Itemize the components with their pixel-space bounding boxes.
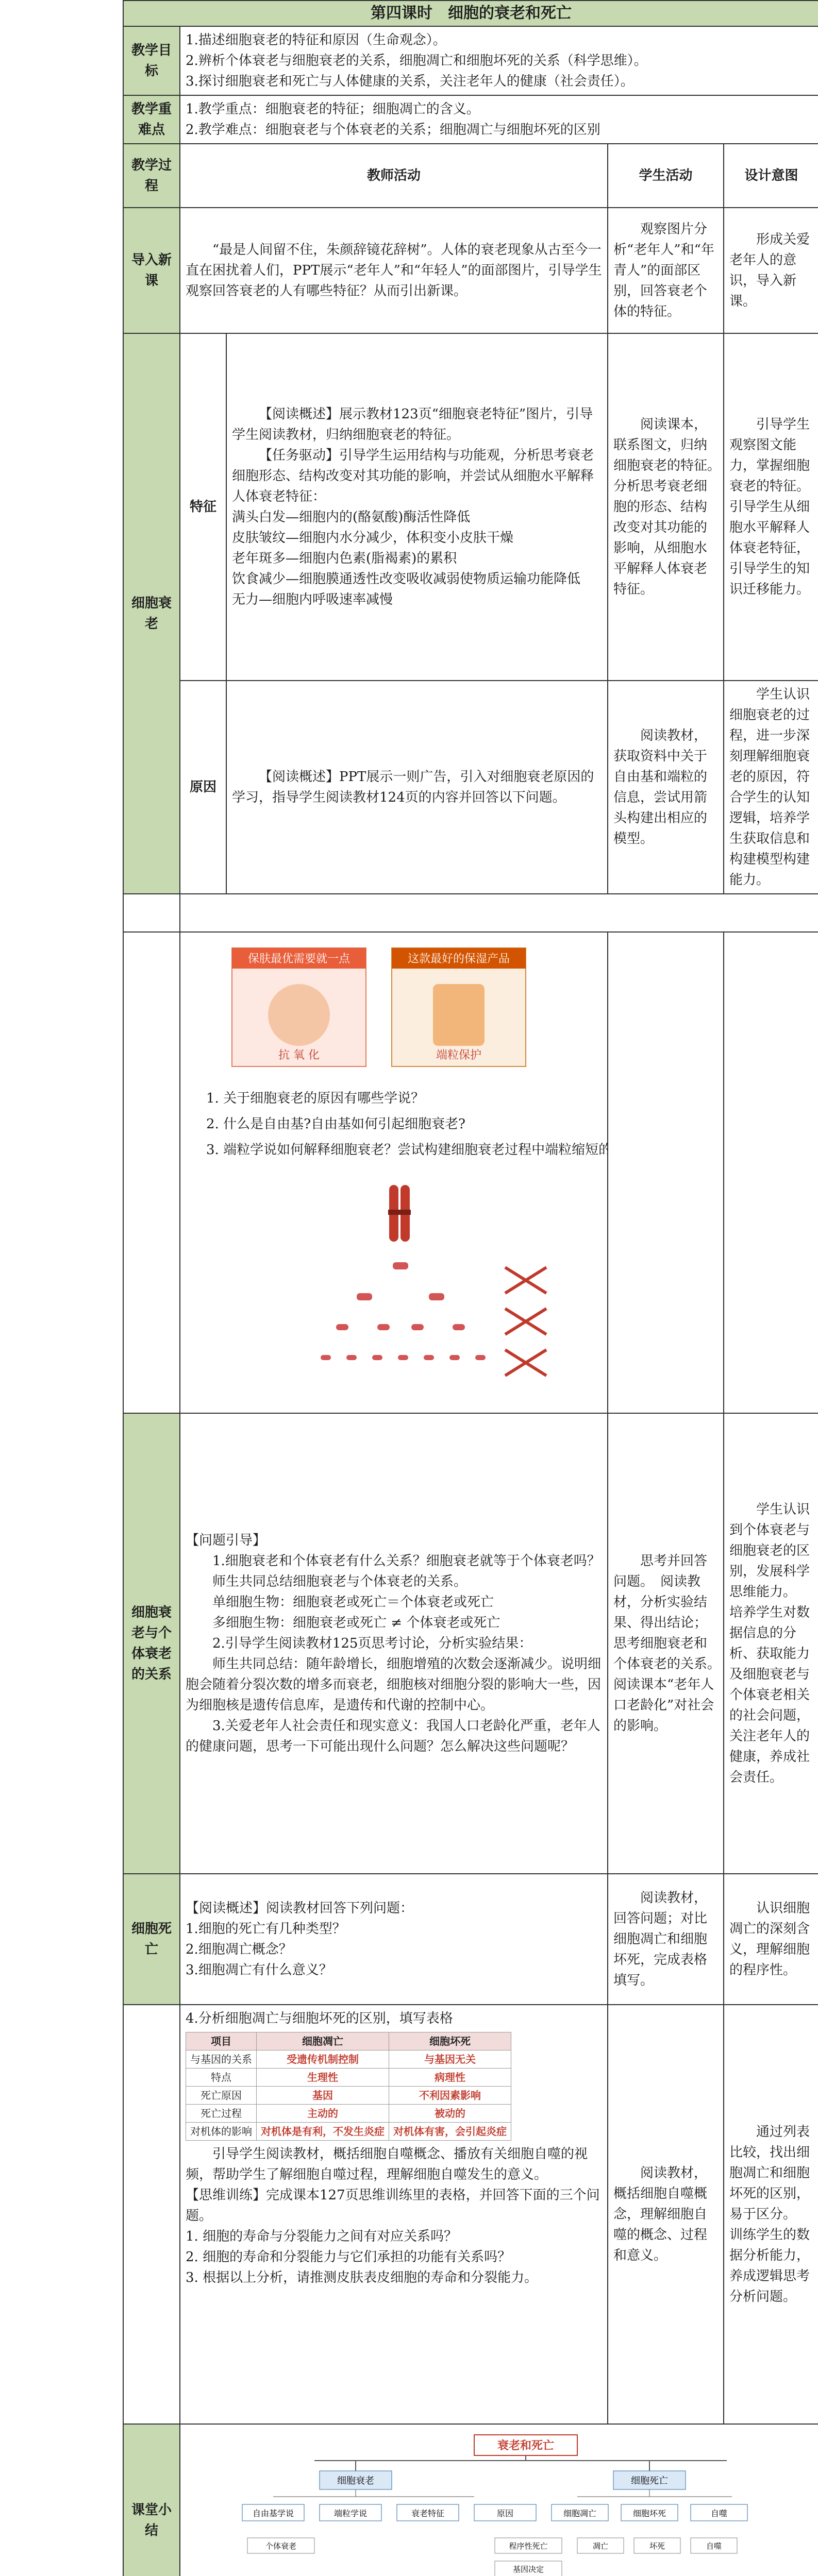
compare-student-text: 阅读教材，概括细胞自噬概念，理解细胞自噬的概念、过程和意义。 (613, 2165, 708, 2263)
lesson-plan-table (123, 0, 818, 2576)
compare-head: 项目 (186, 2032, 257, 2050)
figure-student (608, 932, 724, 1413)
feature-intent-text: 引导学生观察图文能力，掌握细胞衰老的特征。 引导学生从细胞水平解释人体衰老特征，引导学生的知识迁移能力。 (729, 417, 817, 597)
feature-label: 特征 (180, 333, 226, 681)
death-label: 细胞死亡 (123, 1874, 180, 2005)
compare-table (186, 2032, 511, 2141)
compare-text: 1. 细胞的寿命与分裂能力之间有对应关系吗？ (186, 2229, 458, 2244)
relation-text: 多细胞生物：细胞衰老或死亡 ≠ 个体衰老或死亡 (212, 1615, 500, 1631)
feature-student-text: 阅读课本，联系图文，归纳细胞衰老的特征。 分析思考衰老细胞的形态、结构改变对其功能的影响，从细胞水平解释人体衰老特征。 (613, 417, 728, 597)
intro-intent-text: 形成关爱老年人的意识，导入新课。 (729, 232, 810, 309)
figure-left (123, 932, 180, 1413)
summary-node-text: 自噬 (710, 2509, 728, 2518)
relation-text: 3.关爱老年人社会责任和现实意义：我国人口老龄化严重，老年人的健康问题，思考一下可能出现什么问题？怎么解决这些问题呢？ (186, 1718, 600, 1754)
summary-node-text: 基因决定 (512, 2565, 544, 2574)
keypoints-cell (180, 95, 818, 144)
compare-cell: 基因 (257, 2087, 389, 2105)
spacer-label (123, 894, 180, 932)
compare-prompt: 4.分析细胞凋亡与细胞坏死的区别，填写表格 (186, 2011, 453, 2026)
death-teacher (180, 1874, 608, 2005)
relation-teacher (180, 1413, 608, 1874)
cause-teacher (226, 681, 608, 894)
compare-cell: 特点 (186, 2069, 257, 2087)
figure-question: 2. 什么是自由基?自由基如何引起细胞衰老? (206, 1116, 465, 1132)
summary-node-text: 细胞衰老 (337, 2476, 374, 2486)
compare-head: 细胞坏死 (389, 2032, 511, 2050)
summary-node-text: 自噬 (706, 2541, 722, 2551)
product-icon (433, 984, 485, 1046)
ad-card-1-sub: 抗 氧 化 (278, 1049, 320, 1062)
feature-text: 饮食减少—细胞膜通透性改变吸收减弱使物质运输功能降低 (232, 571, 581, 587)
chromosome-icon (388, 1185, 411, 1242)
spacer-cell (180, 894, 818, 932)
relation-text: 单细胞生物：细胞衰老或死亡＝个体衰老或死亡 (212, 1595, 494, 1610)
summary-node-text: 细胞死亡 (631, 2476, 668, 2486)
feature-text: 无力—细胞内呼吸速率减慢 (232, 592, 393, 607)
aging-label: 细胞衰老 (123, 333, 180, 894)
feature-teacher (226, 333, 608, 681)
figure-intent (724, 932, 818, 1413)
compare-teacher (180, 2005, 608, 2424)
compare-cell: 与基因的关系 (186, 2050, 257, 2069)
summary-node-text: 凋亡 (592, 2541, 609, 2551)
keypoint-item: 1.教学重点：细胞衰老的特征；细胞凋亡的含义。 (186, 101, 480, 117)
relation-student-text: 思考并回答问题。 阅读教材，分析实验结果、得出结论；思考细胞衰老和个体衰老的关系。 阅读课本“老年人口老龄化”对社会的影响。 (613, 1553, 728, 1734)
death-text: 1.细胞的死亡有几种类型？ (186, 1921, 346, 1937)
feature-text: 满头白发—细胞内的(酪氨酸)酶活性降低 (232, 510, 471, 525)
ad-card-2-title: 这款最好的保湿产品 (407, 953, 510, 965)
cause-intent-text: 学生认识细胞衰老的过程，进一步深刻理解细胞衰老的原因，符合学生的认知逻辑，培养学生获取信息和构建模型构建能力。 (729, 687, 810, 888)
compare-cell: 对机体有害，会引起炎症 (389, 2123, 511, 2141)
keypoints-label: 教学重难点 (123, 95, 180, 144)
relation-text: 师生共同总结细胞衰老与个体衰老的关系。 (212, 1574, 468, 1589)
compare-cell: 不利因素影响 (389, 2087, 511, 2105)
compare-text: 【思维训练】完成课本127页思维训练里的表格，并回答下面的三个问题。 (186, 2188, 600, 2224)
compare-intent-text: 通过列表比较，找出细胞凋亡和细胞坏死的区别，易于区分。 训练学生的数据分析能力，养成逻辑思考分析问题。 (729, 2124, 810, 2304)
aging-figure (186, 938, 608, 1401)
cause-student (608, 681, 724, 894)
compare-text: 引导学生阅读教材，概括细胞自噬概念、播放有关细胞自噬的视频，帮助学生了解细胞自噬过程，理解细胞自噬发生的意义。 (186, 2146, 588, 2182)
figure-question: 3. 端粒学说如何解释细胞衰老？尝试构建细胞衰老过程中端粒缩短的模型。 (206, 1142, 608, 1158)
compare-cell: 被动的 (389, 2105, 511, 2123)
relation-intent (724, 1413, 818, 1874)
process-label: 教学过程 (123, 144, 180, 208)
summary-node-text: 个体衰老 (265, 2541, 297, 2551)
compare-head: 细胞凋亡 (257, 2032, 389, 2050)
death-text: 2.细胞凋亡概念？ (186, 1942, 292, 1957)
ad-card-2-sub: 端粒保护 (436, 1049, 482, 1062)
figure-cell (180, 932, 608, 1413)
ad-card-1-title: 保肤最优需要就一点 (247, 953, 350, 965)
relation-student (608, 1413, 728, 1874)
summary-label: 课堂小结 (123, 2424, 180, 2576)
relation-intent-text: 学生认识到个体衰老与细胞衰老的区别，发展科学思维能力。 培养学生对数据信息的分析、获取能力及细胞衰老与个体衰老相关的社会问题，关注老年人的健康，养成社会责任。 (729, 1502, 810, 1785)
death-intent (724, 1874, 818, 2005)
compare-cell: 生理性 (257, 2069, 389, 2087)
intro-student-text: 观察图片分析“老年人”和“年青人”的面部区别，回答衰老个体的特征。 (613, 222, 714, 319)
compare-student (608, 2005, 724, 2424)
telomere-tree-icon (321, 1262, 486, 1360)
goals-label: 教学目标 (123, 26, 180, 95)
death-intent-text: 认识细胞凋亡的深刻含义，理解细胞的程序性。 (729, 1901, 810, 1978)
summary-node-text: 原因 (496, 2509, 514, 2518)
figure-question: 1. 关于细胞衰老的原因有哪些学说？ (206, 1091, 425, 1106)
col-student: 学生活动 (608, 144, 724, 208)
feature-text: 皮肤皱纹—细胞内水分减少，体积变小皮肤干燥 (232, 530, 514, 546)
death-student-text: 阅读教材，回答问题；对比细胞凋亡和细胞坏死，完成表格填写。 (613, 1890, 708, 1988)
intro-intent (724, 208, 818, 333)
cause-text: 【阅读概述】PPT展示一则广告，引入对细胞衰老原因的学习，指导学生阅读教材124页的内容并回答以下问题。 (232, 769, 594, 805)
cause-intent (724, 681, 818, 894)
col-intent: 设计意图 (724, 144, 818, 208)
compare-left (123, 2005, 180, 2424)
intro-student (608, 208, 724, 333)
compare-cell: 死亡过程 (186, 2105, 257, 2123)
keypoint-item: 2.教学难点：细胞衰老与个体衰老的关系；细胞凋亡与细胞坏死的区别 (186, 122, 600, 138)
face-icon (268, 984, 330, 1046)
compare-text: 2. 细胞的寿命和分裂能力与它们承担的功能有关系吗？ (186, 2249, 511, 2265)
col-teacher: 教师活动 (180, 144, 608, 208)
summary-map (186, 2430, 804, 2576)
relation-text: 【问题引导】 (186, 1533, 266, 1548)
relation-text: 1.细胞衰老和个体衰老有什么关系？细胞衰老就等于个体衰老吗？ (212, 1553, 600, 1569)
compare-cell: 主动的 (257, 2105, 389, 2123)
compare-cell: 对机体的影响 (186, 2123, 257, 2141)
summary-cell (180, 2424, 818, 2576)
compare-cell: 对机体是有利，不发生炎症 (257, 2123, 389, 2141)
lesson-title: 第四课时 细胞的衰老和死亡 (123, 1, 818, 26)
feature-text: 【阅读概述】展示教材123页“细胞衰老特征”图片，引导学生阅读教材，归纳细胞衰老的特征。 (232, 406, 593, 443)
feature-text: 老年斑多—细胞内色素(脂褐素)的累积 (232, 551, 457, 566)
telomere-pairs-icon (505, 1267, 546, 1376)
compare-cell: 受遗传机制控制 (257, 2050, 389, 2069)
intro-label: 导入新课 (123, 208, 180, 333)
cause-student-text: 阅读教材，获取资料中关于自由基和端粒的信息，尝试用箭头构建出相应的模型。 (613, 728, 708, 846)
summary-node-text: 衰老特征 (411, 2509, 445, 2518)
goal-item: 1.描述细胞衰老的特征和原因（生命观念）。 (186, 32, 446, 48)
relation-label: 细胞衰老与个体衰老的关系 (123, 1413, 180, 1874)
death-text: 【阅读概述】阅读教材回答下列问题： (186, 1901, 414, 1916)
summary-node-text: 端粒学说 (333, 2509, 368, 2518)
feature-student (608, 333, 728, 681)
goals-cell (180, 26, 818, 95)
cause-label: 原因 (180, 681, 226, 894)
compare-cell: 病理性 (389, 2069, 511, 2087)
compare-text: 3. 根据以上分析，请推测皮肤表皮细胞的寿命和分裂能力。 (186, 2270, 538, 2285)
relation-text: 师生共同总结：随年龄增长，细胞增殖的次数会逐渐减少。说明细胞会随着分裂次数的增多而衰老，细胞核对细胞分裂的影响大一些，因为细胞核是遗传信息库，是遗传和代谢的控制中心。 (186, 1656, 602, 1713)
feature-text: 【任务驱动】引导学生运用结构与功能观，分析思考衰老细胞形态、结构改变对其功能的影响，并尝试从细胞水平解释人体衰老特征： (232, 448, 594, 504)
compare-cell: 死亡原因 (186, 2087, 257, 2105)
intro-teacher-text: “最是人间留不住，朱颜辞镜花辞树”。人体的衰老现象从古至今一直在困扰着人们，PPT展示“老年人”和“年轻人”的面部图片，引导学生观察回答衰老的人有哪些特征？从而引出新课。 (186, 242, 602, 299)
summary-root-text: 衰老和死亡 (497, 2439, 555, 2452)
compare-cell: 与基因无关 (389, 2050, 511, 2069)
intro-teacher (180, 208, 608, 333)
summary-node-text: 程序性死亡 (509, 2541, 548, 2551)
goal-item: 2.辨析个体衰老与细胞衰老的关系，细胞凋亡和细胞坏死的关系（科学思维）。 (186, 53, 647, 69)
feature-intent (724, 333, 818, 681)
death-student (608, 1874, 724, 2005)
summary-node-text: 细胞坏死 (632, 2509, 666, 2518)
summary-node-text: 坏死 (649, 2541, 665, 2551)
relation-text: 2.引导学生阅读教材125页思考讨论，分析实验结果： (212, 1636, 532, 1651)
compare-intent (724, 2005, 818, 2424)
summary-node-text: 自由基学说 (252, 2509, 294, 2518)
goal-item: 3.探讨细胞衰老和死亡与人体健康的关系，关注老年人的健康（社会责任）。 (186, 74, 634, 89)
death-text: 3.细胞凋亡有什么意义？ (186, 1962, 332, 1978)
summary-node-text: 细胞凋亡 (563, 2509, 597, 2518)
